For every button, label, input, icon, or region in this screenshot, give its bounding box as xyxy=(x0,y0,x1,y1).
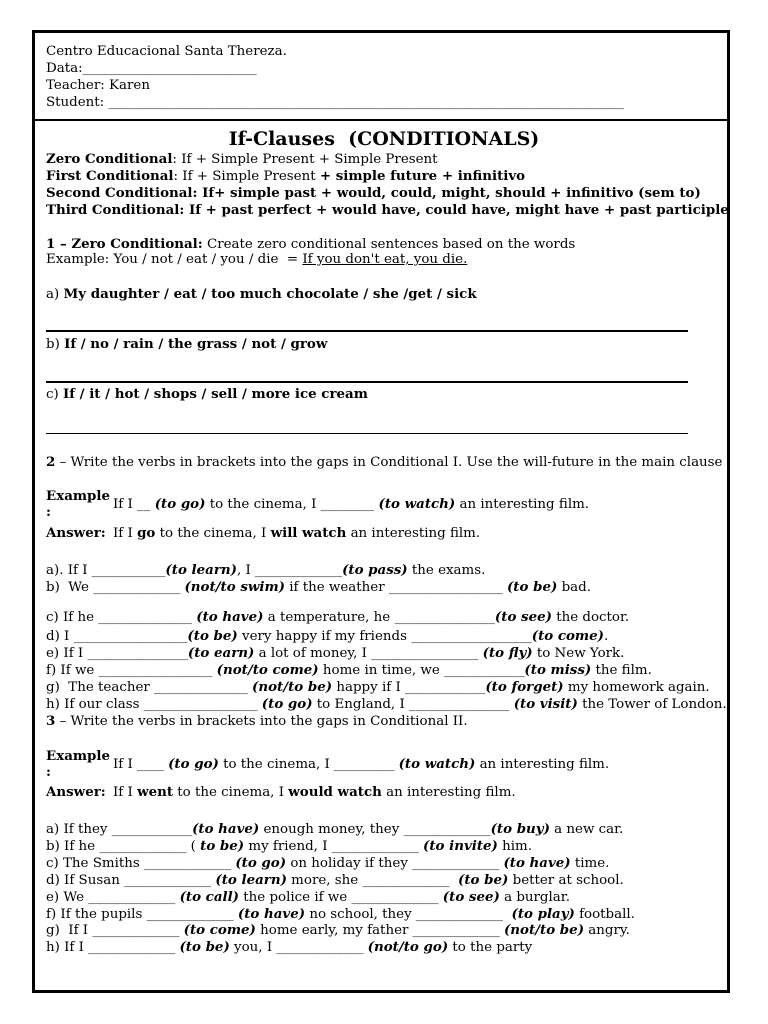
section1-item-a: a) My daughter / eat / too much chocolate / she /get / sick xyxy=(46,286,477,302)
section2-item-a[interactable]: a). If I ___________(to learn), I _____________(to pass) the exams. xyxy=(46,562,486,578)
section3-item-g[interactable]: g) If I _____________ (to come) home early, my father _____________ (not/to be) angry. xyxy=(46,922,630,938)
rule-third: Third Conditional: If + past perfect + would have, could have, might have + past participle xyxy=(46,202,729,218)
section1-item-c: c) If / it / hot / shops / sell / more ice cream xyxy=(46,386,368,402)
section2-example-colon: : xyxy=(46,504,51,520)
page-title: If-Clauses (CONDITIONALS) xyxy=(228,128,540,150)
section3-item-f[interactable]: f) If the pupils _____________ (to have) no school, they _____________ (to play) football. xyxy=(46,906,635,922)
section3-item-h[interactable]: h) If I _____________ (to be) you, I _____________ (not/to go) to the party xyxy=(46,939,533,955)
section2-answer-label: Answer: xyxy=(46,525,106,541)
rule-first: First Conditional: If + Simple Present + simple future + infinitivo xyxy=(46,168,526,184)
section2-answer: If I go to the cinema, I will watch an interesting film. xyxy=(113,525,481,541)
student-field[interactable]: Student: _____________________________________________________________________________ xyxy=(46,95,624,110)
answer-line-b[interactable] xyxy=(46,381,688,383)
answer-line-c[interactable] xyxy=(46,433,688,434)
section2-example: If I __ (to go) to the cinema, I ________ (to watch) an interesting film. xyxy=(113,496,590,512)
section3-example: If I ____ (to go) to the cinema, I _________ (to watch) an interesting film. xyxy=(113,756,610,772)
section2-item-d[interactable]: d) I _________________(to be) very happy if my friends __________________(to come). xyxy=(46,628,609,644)
section2-item-c[interactable]: c) If he ______________ (to have) a temperature, he _______________(to see) the doctor. xyxy=(46,609,630,625)
section3-answer: If I went to the cinema, I would watch an interesting film. xyxy=(113,784,516,800)
header-divider xyxy=(32,119,730,121)
school-name: Centro Educacional Santa Thereza. xyxy=(46,44,287,59)
section3-example-label: Example xyxy=(46,748,111,764)
section2-item-e[interactable]: e) If I _______________(to earn) a lot of money, I ________________ (to fly) to New York. xyxy=(46,645,625,661)
section3-answer-label: Answer: xyxy=(46,784,106,800)
date-field[interactable]: Data:__________________________ xyxy=(46,61,257,76)
answer-line-a[interactable] xyxy=(46,330,688,332)
rule-zero: Zero Conditional: If + Simple Present + Simple Present xyxy=(46,151,438,167)
section2-item-f[interactable]: f) If we _________________ (not/to come) home in time, we ____________(to miss) the film. xyxy=(46,662,652,678)
section3-heading: 3 – Write the verbs in brackets into the gaps in Conditional II. xyxy=(46,713,468,729)
section3-example-colon: : xyxy=(46,764,51,780)
section2-item-b[interactable]: b) We _____________ (not/to swim) if the weather _________________ (to be) bad. xyxy=(46,579,591,595)
section2-heading: 2 – Write the verbs in brackets into the gaps in Conditional I. Use the will-future in the main clause xyxy=(46,454,723,470)
section2-example-label: Example xyxy=(46,488,111,504)
teacher-name: Teacher: Karen xyxy=(46,78,150,93)
section3-item-e[interactable]: e) We _____________ (to call) the police if we _____________ (to see) a burglar. xyxy=(46,889,570,905)
section2-item-g[interactable]: g) The teacher ______________ (not/to be) happy if I ____________(to forget) my homework again. xyxy=(46,679,710,695)
section1-item-b: b) If / no / rain / the grass / not / grow xyxy=(46,336,328,352)
section3-item-a[interactable]: a) If they ____________(to have) enough money, they _____________(to buy) a new car. xyxy=(46,821,624,837)
section3-item-b[interactable]: b) If he _____________ ( to be) my friend, I _____________ (to invite) him. xyxy=(46,838,533,854)
section1-heading: 1 – Zero Conditional: Create zero conditional sentences based on the words xyxy=(46,236,576,252)
section3-item-c[interactable]: c) The Smiths _____________ (to go) on holiday if they _____________ (to have) time. xyxy=(46,855,610,871)
rule-second: Second Conditional: If+ simple past + would, could, might, should + infinitivo (sem to) xyxy=(46,185,701,201)
section1-example: Example: You / not / eat / you / die = If you don't eat, you die. xyxy=(46,252,468,267)
section3-item-d[interactable]: d) If Susan _____________ (to learn) more, she _____________ (to be) better at school. xyxy=(46,872,624,888)
section2-item-h[interactable]: h) If our class _________________ (to go) to England, I _______________ (to visit) the Tower of London. xyxy=(46,696,727,712)
